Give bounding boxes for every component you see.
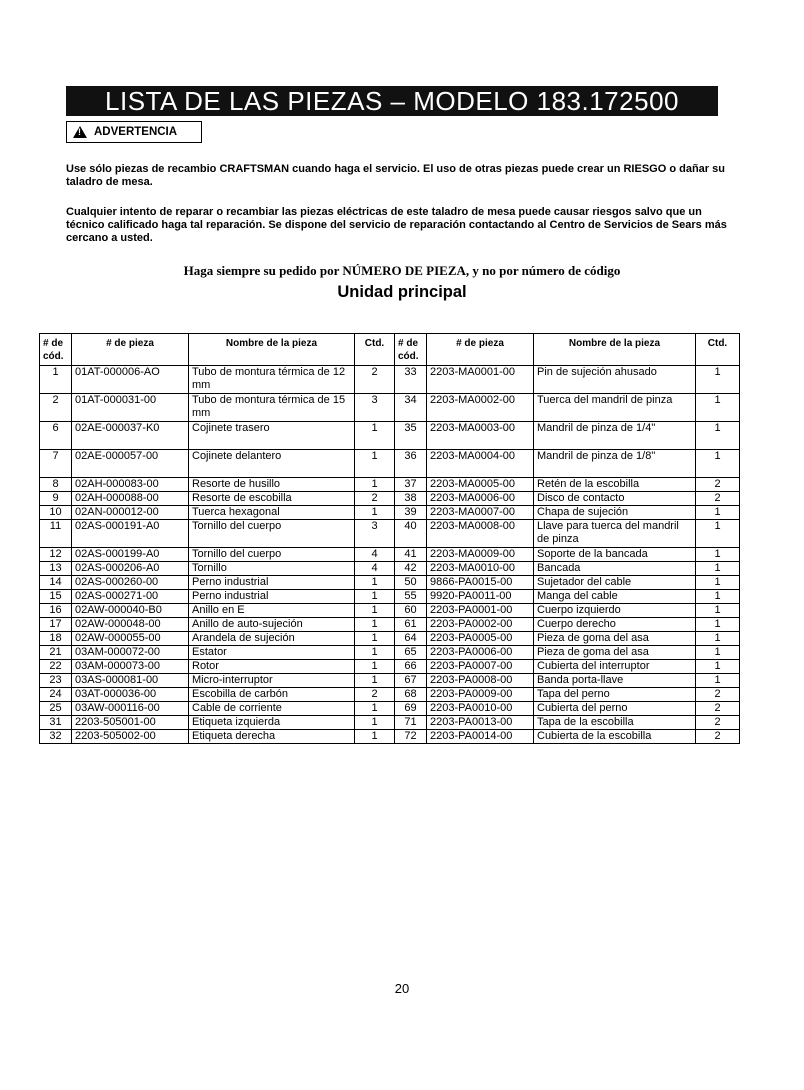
table-row xyxy=(40,716,740,730)
page-title: LISTA DE LAS PIEZAS – MODELO 183.172500 xyxy=(66,86,718,116)
part-number-cell: 2203-PA0014-00 xyxy=(427,730,534,744)
part-number-cell: 02AE-000057-00 xyxy=(72,450,189,478)
part-name-cell: Arandela de sujeción xyxy=(189,632,355,646)
code-cell: 14 xyxy=(40,576,72,590)
part-number-cell: 02AW-000040-B0 xyxy=(72,604,189,618)
code-cell: 10 xyxy=(40,506,72,520)
quantity-cell: 1 xyxy=(696,618,740,632)
header-part-name: Nombre de la pieza xyxy=(189,334,355,366)
part-name-cell: Tuerca del mandril de pinza xyxy=(534,394,696,422)
code-cell: 34 xyxy=(395,394,427,422)
quantity-cell: 4 xyxy=(355,562,395,576)
code-cell: 9 xyxy=(40,492,72,506)
part-name-cell: Soporte de la bancada xyxy=(534,548,696,562)
part-name-cell: Disco de contacto xyxy=(534,492,696,506)
part-name-cell: Banda porta-llave xyxy=(534,674,696,688)
quantity-cell: 1 xyxy=(696,520,740,548)
quantity-cell: 2 xyxy=(696,492,740,506)
table-row xyxy=(40,632,740,646)
quantity-cell: 1 xyxy=(355,702,395,716)
part-number-cell: 03AS-000081-00 xyxy=(72,674,189,688)
part-number-cell: 2203-MA0008-00 xyxy=(427,520,534,548)
quantity-cell: 1 xyxy=(355,450,395,478)
part-number-cell: 02AS-000199-A0 xyxy=(72,548,189,562)
table-row xyxy=(40,688,740,702)
part-name-cell: Cuerpo izquierdo xyxy=(534,604,696,618)
code-cell: 17 xyxy=(40,618,72,632)
table-row xyxy=(40,366,740,394)
part-name-cell: Pieza de goma del asa xyxy=(534,632,696,646)
code-cell: 8 xyxy=(40,478,72,492)
part-name-cell: Pieza de goma del asa xyxy=(534,646,696,660)
quantity-cell: 1 xyxy=(696,660,740,674)
code-cell: 38 xyxy=(395,492,427,506)
code-cell: 36 xyxy=(395,450,427,478)
warning-label: ADVERTENCIA xyxy=(94,126,178,138)
part-number-cell: 2203-MA0003-00 xyxy=(427,422,534,450)
quantity-cell: 1 xyxy=(355,646,395,660)
parts-table-body xyxy=(40,366,740,744)
part-name-cell: Llave para tuerca del mandril de pinza xyxy=(534,520,696,548)
code-cell: 60 xyxy=(395,604,427,618)
quantity-cell: 1 xyxy=(355,590,395,604)
code-cell: 50 xyxy=(395,576,427,590)
part-number-cell: 2203-PA0001-00 xyxy=(427,604,534,618)
code-cell: 23 xyxy=(40,674,72,688)
part-number-cell: 2203-MA0010-00 xyxy=(427,562,534,576)
quantity-cell: 4 xyxy=(355,548,395,562)
part-name-cell: Sujetador del cable xyxy=(534,576,696,590)
code-cell: 71 xyxy=(395,716,427,730)
part-number-cell: 02AS-000191-A0 xyxy=(72,520,189,548)
table-row xyxy=(40,674,740,688)
part-name-cell: Cable de corriente xyxy=(189,702,355,716)
table-row xyxy=(40,520,740,548)
code-cell: 21 xyxy=(40,646,72,660)
table-row xyxy=(40,590,740,604)
quantity-cell: 1 xyxy=(696,590,740,604)
part-number-cell: 02AS-000206-A0 xyxy=(72,562,189,576)
part-number-cell: 02AE-000037-K0 xyxy=(72,422,189,450)
code-cell: 40 xyxy=(395,520,427,548)
part-number-cell: 02AW-000055-00 xyxy=(72,632,189,646)
table-row xyxy=(40,604,740,618)
table-row xyxy=(40,576,740,590)
quantity-cell: 1 xyxy=(355,716,395,730)
section-title: Unidad principal xyxy=(337,283,467,301)
part-name-cell: Mandril de pinza de 1/4" xyxy=(534,422,696,450)
code-cell: 39 xyxy=(395,506,427,520)
quantity-cell: 1 xyxy=(696,562,740,576)
table-row xyxy=(40,506,740,520)
quantity-cell: 2 xyxy=(355,366,395,394)
header-quantity: Ctd. xyxy=(355,334,395,366)
parts-table xyxy=(39,333,740,744)
part-number-cell: 9920-PA0011-00 xyxy=(427,590,534,604)
part-number-cell: 2203-PA0002-00 xyxy=(427,618,534,632)
part-number-cell: 2203-PA0005-00 xyxy=(427,632,534,646)
quantity-cell: 1 xyxy=(355,730,395,744)
part-number-cell: 03AM-000072-00 xyxy=(72,646,189,660)
quantity-cell: 1 xyxy=(696,604,740,618)
part-number-cell: 03AM-000073-00 xyxy=(72,660,189,674)
code-cell: 66 xyxy=(395,660,427,674)
page-number: 20 xyxy=(394,981,410,996)
quantity-cell: 1 xyxy=(355,604,395,618)
part-number-cell: 03AT-000036-00 xyxy=(72,688,189,702)
code-cell: 15 xyxy=(40,590,72,604)
warning-box xyxy=(66,121,202,143)
quantity-cell: 1 xyxy=(355,632,395,646)
header-code: # de cód. xyxy=(395,334,427,366)
part-number-cell: 02AN-000012-00 xyxy=(72,506,189,520)
part-number-cell: 2203-MA0007-00 xyxy=(427,506,534,520)
code-cell: 37 xyxy=(395,478,427,492)
quantity-cell: 1 xyxy=(355,506,395,520)
quantity-cell: 1 xyxy=(696,450,740,478)
code-cell: 64 xyxy=(395,632,427,646)
quantity-cell: 1 xyxy=(696,576,740,590)
part-name-cell: Anillo de auto-sujeción xyxy=(189,618,355,632)
table-row xyxy=(40,450,740,478)
code-cell: 12 xyxy=(40,548,72,562)
quantity-cell: 1 xyxy=(696,632,740,646)
order-instruction: Haga siempre su pedido por NÚMERO DE PIEZA, y no por número de código xyxy=(183,263,621,278)
code-cell: 32 xyxy=(40,730,72,744)
table-row xyxy=(40,548,740,562)
code-cell: 72 xyxy=(395,730,427,744)
quantity-cell: 2 xyxy=(696,688,740,702)
part-name-cell: Perno industrial xyxy=(189,576,355,590)
table-row xyxy=(40,478,740,492)
part-name-cell: Etiqueta izquierda xyxy=(189,716,355,730)
quantity-cell: 1 xyxy=(355,478,395,492)
quantity-cell: 1 xyxy=(355,422,395,450)
part-name-cell: Cubierta del interruptor xyxy=(534,660,696,674)
table-row xyxy=(40,618,740,632)
quantity-cell: 3 xyxy=(355,520,395,548)
quantity-cell: 1 xyxy=(696,506,740,520)
part-name-cell: Tornillo del cuerpo xyxy=(189,520,355,548)
code-cell: 31 xyxy=(40,716,72,730)
code-cell: 11 xyxy=(40,520,72,548)
quantity-cell: 3 xyxy=(355,394,395,422)
part-name-cell: Pin de sujeción ahusado xyxy=(534,366,696,394)
part-name-cell: Tubo de montura térmica de 12 mm xyxy=(189,366,355,394)
part-name-cell: Anillo en E xyxy=(189,604,355,618)
part-name-cell: Etiqueta derecha xyxy=(189,730,355,744)
quantity-cell: 1 xyxy=(696,646,740,660)
part-number-cell: 2203-MA0002-00 xyxy=(427,394,534,422)
code-cell: 33 xyxy=(395,366,427,394)
part-name-cell: Mandril de pinza de 1/8" xyxy=(534,450,696,478)
part-number-cell: 2203-PA0008-00 xyxy=(427,674,534,688)
part-number-cell: 02AS-000271-00 xyxy=(72,590,189,604)
part-number-cell: 02AW-000048-00 xyxy=(72,618,189,632)
part-name-cell: Cuerpo derecho xyxy=(534,618,696,632)
code-cell: 2 xyxy=(40,394,72,422)
part-name-cell: Perno industrial xyxy=(189,590,355,604)
table-row xyxy=(40,702,740,716)
part-number-cell: 2203-MA0004-00 xyxy=(427,450,534,478)
quantity-cell: 1 xyxy=(355,618,395,632)
warning-paragraph-2: Cualquier intento de reparar o recambiar las piezas eléctricas de este taladro de mesa puede causar riesgos salvo que un técnico calificado haga tal reparación. Se dispone del servicio de reparación contactando al Centro de Servicios de Sears más cercano a usted. xyxy=(66,206,727,244)
part-name-cell: Cubierta del perno xyxy=(534,702,696,716)
part-number-cell: 2203-PA0007-00 xyxy=(427,660,534,674)
part-number-cell: 2203-PA0013-00 xyxy=(427,716,534,730)
part-name-cell: Tubo de montura térmica de 15 mm xyxy=(189,394,355,422)
part-name-cell: Micro-interruptor xyxy=(189,674,355,688)
header-part-number: # de pieza xyxy=(72,334,189,366)
header-quantity: Ctd. xyxy=(696,334,740,366)
part-name-cell: Rotor xyxy=(189,660,355,674)
part-name-cell: Tapa del perno xyxy=(534,688,696,702)
quantity-cell: 2 xyxy=(696,702,740,716)
code-cell: 22 xyxy=(40,660,72,674)
part-name-cell: Cubierta de la escobilla xyxy=(534,730,696,744)
code-cell: 35 xyxy=(395,422,427,450)
code-cell: 68 xyxy=(395,688,427,702)
table-row xyxy=(40,492,740,506)
parts-table-header xyxy=(40,334,740,366)
quantity-cell: 1 xyxy=(696,422,740,450)
part-number-cell: 2203-MA0001-00 xyxy=(427,366,534,394)
part-name-cell: Tuerca hexagonal xyxy=(189,506,355,520)
quantity-cell: 1 xyxy=(696,366,740,394)
quantity-cell: 2 xyxy=(355,492,395,506)
part-name-cell: Retén de la escobilla xyxy=(534,478,696,492)
code-cell: 6 xyxy=(40,422,72,450)
part-number-cell: 2203-PA0006-00 xyxy=(427,646,534,660)
table-row xyxy=(40,422,740,450)
table-row xyxy=(40,730,740,744)
quantity-cell: 1 xyxy=(355,660,395,674)
code-cell: 61 xyxy=(395,618,427,632)
part-name-cell: Resorte de escobilla xyxy=(189,492,355,506)
code-cell: 41 xyxy=(395,548,427,562)
code-cell: 25 xyxy=(40,702,72,716)
header-part-number: # de pieza xyxy=(427,334,534,366)
part-name-cell: Tornillo xyxy=(189,562,355,576)
part-number-cell: 9866-PA0015-00 xyxy=(427,576,534,590)
code-cell: 18 xyxy=(40,632,72,646)
part-name-cell: Escobilla de carbón xyxy=(189,688,355,702)
table-row xyxy=(40,394,740,422)
quantity-cell: 2 xyxy=(696,478,740,492)
part-name-cell: Tapa de la escobilla xyxy=(534,716,696,730)
table-row xyxy=(40,562,740,576)
part-number-cell: 01AT-000031-00 xyxy=(72,394,189,422)
part-number-cell: 2203-MA0006-00 xyxy=(427,492,534,506)
code-cell: 24 xyxy=(40,688,72,702)
part-number-cell: 2203-PA0010-00 xyxy=(427,702,534,716)
part-name-cell: Cojinete delantero xyxy=(189,450,355,478)
part-number-cell: 03AW-000116-00 xyxy=(72,702,189,716)
quantity-cell: 1 xyxy=(696,548,740,562)
quantity-cell: 1 xyxy=(355,576,395,590)
warning-paragraph-1: Use sólo piezas de recambio CRAFTSMAN cuando haga el servicio. El uso de otras piezas puede crear un RIESGO o dañar su taladro de mesa. xyxy=(66,163,725,188)
part-number-cell: 01AT-000006-AO xyxy=(72,366,189,394)
quantity-cell: 1 xyxy=(355,674,395,688)
warning-triangle-icon xyxy=(73,126,87,138)
part-name-cell: Chapa de sujeción xyxy=(534,506,696,520)
header-part-name: Nombre de la pieza xyxy=(534,334,696,366)
part-name-cell: Estator xyxy=(189,646,355,660)
part-name-cell: Bancada xyxy=(534,562,696,576)
code-cell: 42 xyxy=(395,562,427,576)
code-cell: 69 xyxy=(395,702,427,716)
code-cell: 7 xyxy=(40,450,72,478)
part-number-cell: 2203-505001-00 xyxy=(72,716,189,730)
part-number-cell: 2203-MA0009-00 xyxy=(427,548,534,562)
part-number-cell: 02AS-000260-00 xyxy=(72,576,189,590)
table-row xyxy=(40,660,740,674)
code-cell: 13 xyxy=(40,562,72,576)
part-number-cell: 02AH-000088-00 xyxy=(72,492,189,506)
part-number-cell: 02AH-000083-00 xyxy=(72,478,189,492)
quantity-cell: 1 xyxy=(696,394,740,422)
part-name-cell: Cojinete trasero xyxy=(189,422,355,450)
part-name-cell: Manga del cable xyxy=(534,590,696,604)
part-number-cell: 2203-PA0009-00 xyxy=(427,688,534,702)
part-number-cell: 2203-MA0005-00 xyxy=(427,478,534,492)
part-name-cell: Tornillo del cuerpo xyxy=(189,548,355,562)
code-cell: 1 xyxy=(40,366,72,394)
code-cell: 65 xyxy=(395,646,427,660)
header-code: # de cód. xyxy=(40,334,72,366)
quantity-cell: 1 xyxy=(696,674,740,688)
part-number-cell: 2203-505002-00 xyxy=(72,730,189,744)
quantity-cell: 2 xyxy=(696,716,740,730)
code-cell: 67 xyxy=(395,674,427,688)
code-cell: 16 xyxy=(40,604,72,618)
quantity-cell: 2 xyxy=(355,688,395,702)
code-cell: 55 xyxy=(395,590,427,604)
table-row xyxy=(40,646,740,660)
quantity-cell: 2 xyxy=(696,730,740,744)
part-name-cell: Resorte de husillo xyxy=(189,478,355,492)
